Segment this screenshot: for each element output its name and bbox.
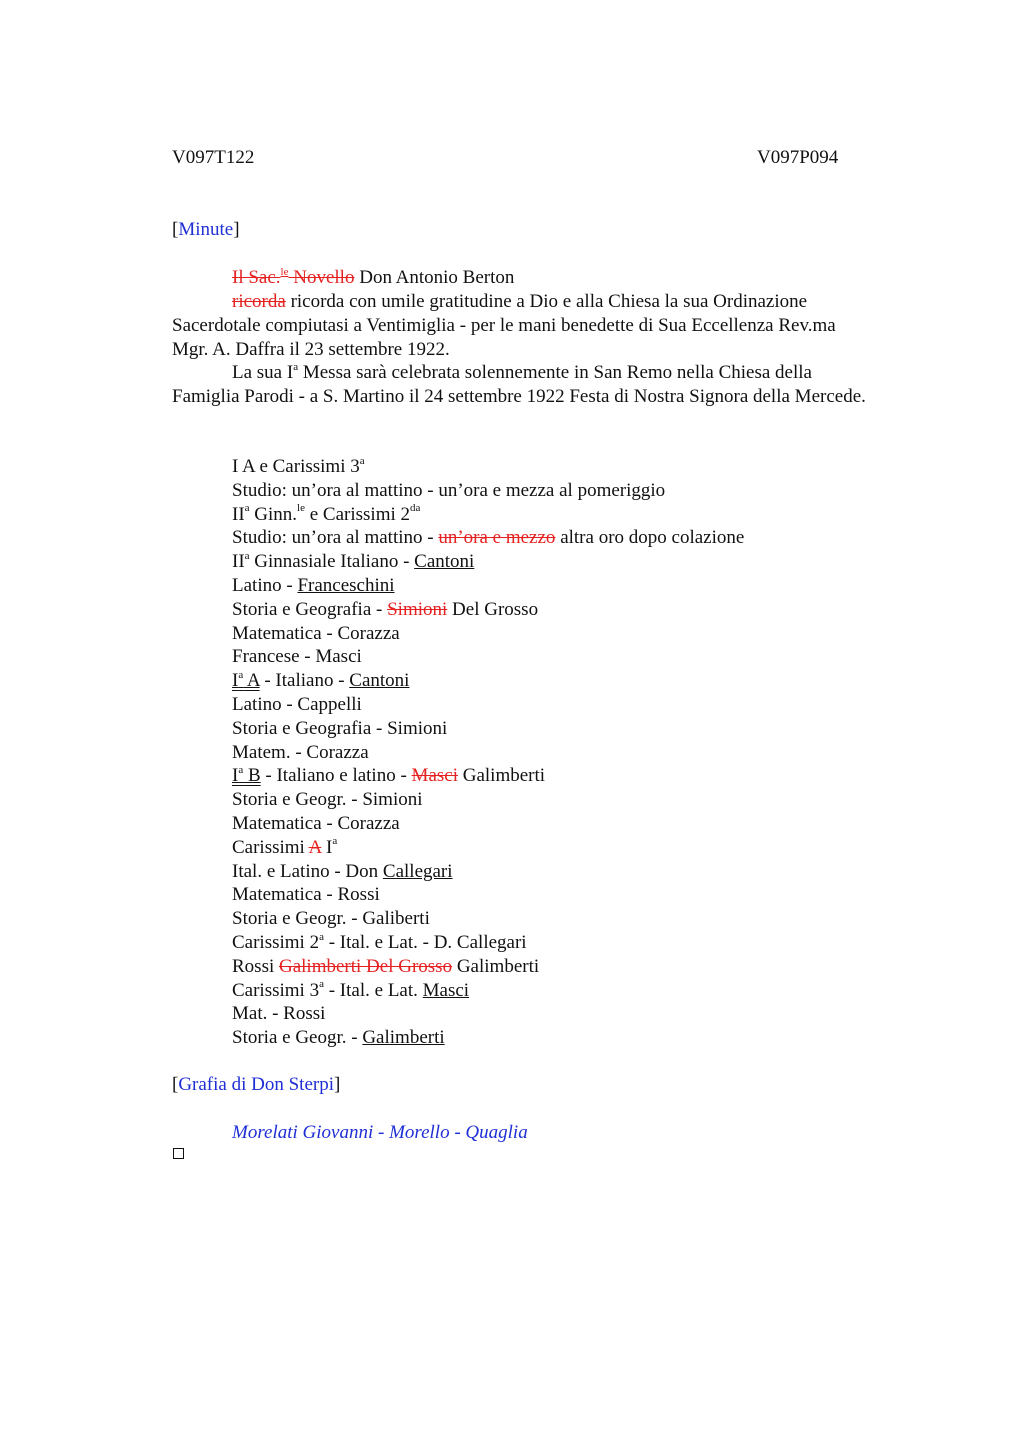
section-minute-label: Minute	[178, 219, 234, 240]
list-item: Storia e Geografia - Simioni Del Grosso	[232, 598, 539, 620]
header-left-code: V097T122	[172, 147, 255, 168]
section-grafia-label: Grafia di Don Sterpi	[178, 1074, 334, 1095]
list-item: Carissimi 2$^a$ - Ital. e Lat. - D. Callegari	[232, 930, 527, 953]
deleted-text: Simioni	[387, 598, 448, 620]
list-item: Rossi Galimberti Del Grosso Galimberti	[232, 955, 540, 977]
intro-line-6: Famiglia Parodi - a S. Martino il 24 settembre 1922 Festa di Nostra Signora della Mercede.	[172, 386, 866, 407]
deleted-text: ricorda	[232, 291, 286, 312]
list-item: Storia e Geogr. - Galimberti	[232, 1027, 445, 1049]
list-item: $I^a$ B - Italiano e latino - Masci Galimberti	[232, 764, 546, 787]
list-item: Storia e Geogr. - Simioni	[232, 789, 423, 811]
intro-text: Don Antonio Berton	[354, 267, 515, 288]
list-item: Matem. - Corazza	[232, 741, 369, 763]
deleted-text: Galimberti Del Grosso	[279, 955, 453, 977]
list-item: Mat. - Rossi	[232, 1003, 326, 1025]
list-item: Francese - Masci	[232, 646, 362, 668]
bracket-open: [	[172, 219, 179, 240]
deleted-text: A	[308, 836, 322, 858]
list-item: Carissimi A $I^a$	[232, 835, 338, 858]
list-item: Studio: un’ora al mattino - un’ora e mezzo altra oro dopo colazione	[232, 527, 745, 549]
bracket-close: ]	[233, 219, 240, 240]
signature-names: Morelati Giovanni - Morello - Quaglia	[232, 1122, 528, 1143]
list-item: Latino - Franceschini	[232, 574, 395, 596]
list-item: Latino - Cappelli	[232, 693, 362, 715]
list-item: Carissimi 3$^a$ - Ital. e Lat. Masci	[232, 978, 470, 1001]
deleted-text: un’ora e mezzo	[438, 527, 556, 549]
list-item: Matematica - Rossi	[232, 884, 380, 906]
schedule-list	[232, 455, 744, 1050]
deleted-text: Il Sac.$^{le}$ Novello	[232, 265, 355, 288]
section-grafia-heading	[172, 1073, 340, 1097]
bracket-open: [	[172, 1074, 179, 1095]
list-item: Studio: un’ora al mattino - un’ora e mezza al pomeriggio	[232, 479, 666, 501]
intro-line-2	[232, 290, 807, 314]
list-item: $II^a$ Ginnasiale Italiano - Cantoni	[232, 549, 475, 573]
bracket-close: ]	[333, 1074, 341, 1095]
intro-line-4: Mgr. A. Daffra il 23 settembre 1922.	[172, 339, 450, 360]
header-right-code: V097P094	[757, 147, 839, 168]
checkbox-icon[interactable]	[173, 1148, 184, 1159]
section-minute-heading	[172, 218, 240, 242]
list-item: Ital. e Latino - Don Callegari	[232, 860, 453, 882]
intro-line-5: La sua $I^a$ Messa sarà celebrata solennemente in San Remo nella Chiesa della	[232, 360, 812, 383]
list-item: Storia e Geografia - Simioni	[232, 717, 448, 739]
list-item: I A e Carissimi 3$^a$	[232, 454, 365, 477]
list-item: $II^a$ Ginn.$^{le}$ e Carissimi $2^{da}$	[232, 502, 421, 525]
list-item: Matematica - Corazza	[232, 622, 400, 644]
deleted-text: Masci	[411, 765, 458, 787]
list-item: Matematica - Corazza	[232, 812, 400, 834]
intro-line-1	[232, 266, 514, 290]
list-item: $I^a$ A - Italiano - Cantoni	[232, 668, 410, 692]
intro-line-3: Sacerdotale compiutasi a Ventimiglia - per le mani benedette di Sua Eccellenza Rev.ma	[172, 315, 836, 336]
list-item: Storia e Geogr. - Galiberti	[232, 908, 430, 930]
intro-text: ricorda con umile gratitudine a Dio e alla Chiesa la sua Ordinazione	[285, 291, 808, 312]
